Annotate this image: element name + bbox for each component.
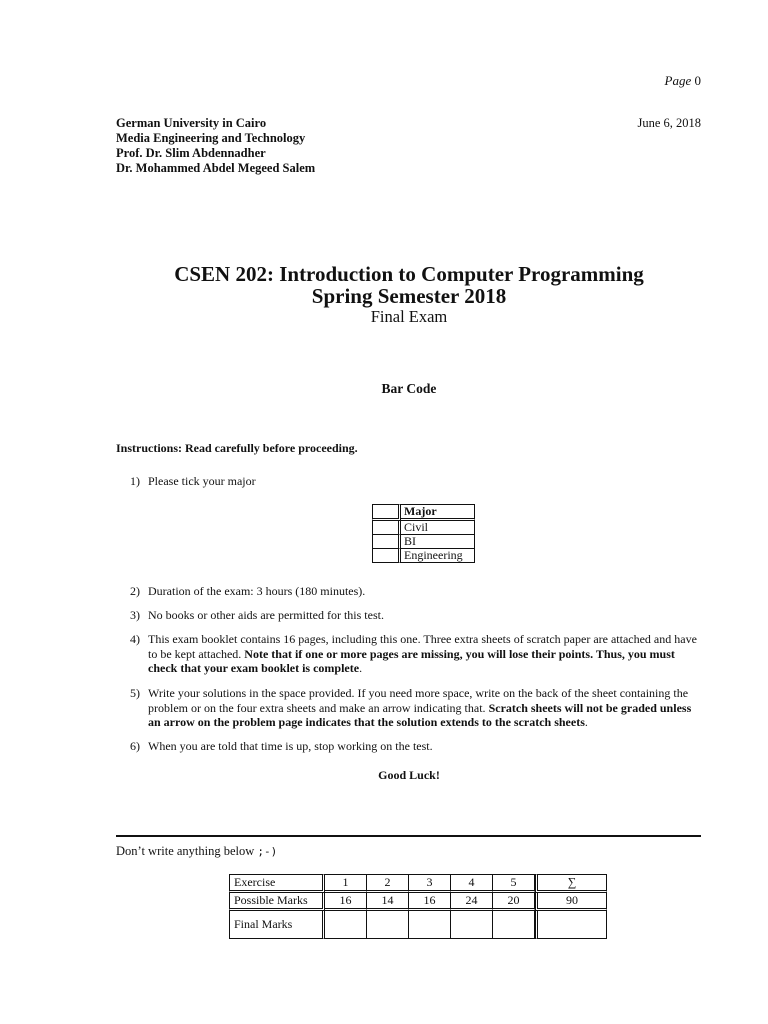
final-total-cell[interactable] bbox=[535, 911, 607, 939]
possible-mark: 20 bbox=[493, 893, 535, 911]
barcode-label: Bar Code bbox=[381, 381, 437, 396]
marks-table bbox=[229, 874, 607, 939]
university-name: German University in Cairo bbox=[116, 116, 267, 130]
instruction-item bbox=[130, 608, 702, 623]
wink-emoticon: ;-) bbox=[257, 845, 278, 858]
item-text: This exam booklet contains 16 pages, including this one. Three extra sheets of scratch paper are attached and have to be kept attached. bbox=[148, 632, 697, 661]
item-number: 2) bbox=[130, 584, 140, 598]
major-table bbox=[372, 504, 475, 563]
instruction-item bbox=[130, 686, 702, 730]
item-number: 6) bbox=[130, 739, 140, 753]
possible-mark: 24 bbox=[451, 893, 493, 911]
semester-title: Spring Semester 2018 bbox=[311, 284, 507, 308]
item-text: When you are told that time is up, stop working on the test. bbox=[148, 739, 433, 753]
item-number: 1) bbox=[130, 474, 140, 488]
item-text-end: . bbox=[584, 715, 588, 729]
instruction-item bbox=[130, 739, 702, 754]
possible-mark: 16 bbox=[325, 893, 367, 911]
final-mark-cell[interactable] bbox=[493, 911, 535, 939]
major-checkbox-bi[interactable] bbox=[372, 535, 401, 549]
major-option-engineering: Engineering bbox=[401, 549, 475, 563]
item-text: Duration of the exam: 3 hours (180 minutes). bbox=[148, 584, 366, 598]
possible-mark: 16 bbox=[409, 893, 451, 911]
professor-name: Prof. Dr. Slim Abdennadher bbox=[116, 146, 266, 160]
course-title: CSEN 202: Introduction to Computer Programming bbox=[174, 262, 644, 286]
instruction-item bbox=[130, 632, 702, 676]
page-number bbox=[665, 73, 701, 89]
exercise-number: 1 bbox=[325, 874, 367, 893]
item-number: 3) bbox=[130, 608, 140, 622]
final-mark-cell[interactable] bbox=[367, 911, 409, 939]
faculty-name: Media Engineering and Technology bbox=[116, 131, 306, 145]
major-tick-header bbox=[372, 504, 401, 521]
instruction-item bbox=[130, 584, 702, 599]
possible-marks-label: Possible Marks bbox=[229, 893, 325, 911]
instruction-item bbox=[130, 474, 702, 489]
item-bold-text: Scratch sheets will not be graded unless an arrow on the problem page indicates that the solution extends to the scratch sheets bbox=[148, 700, 692, 729]
final-mark-cell[interactable] bbox=[409, 911, 451, 939]
item-text-block bbox=[148, 632, 702, 676]
exercise-number: 3 bbox=[409, 874, 451, 893]
exercise-row-label: Exercise bbox=[229, 874, 325, 893]
exam-date: June 6, 2018 bbox=[637, 116, 701, 130]
page-number-value: 0 bbox=[694, 73, 701, 88]
footer-note bbox=[116, 844, 277, 859]
divider bbox=[116, 835, 701, 837]
item-text: No books or other aids are permitted for this test. bbox=[148, 608, 384, 622]
major-option-civil: Civil bbox=[401, 521, 475, 535]
page-label: Page bbox=[664, 73, 692, 88]
sum-icon: ∑ bbox=[535, 874, 607, 893]
good-luck: Good Luck! bbox=[378, 768, 440, 782]
exercise-number: 4 bbox=[451, 874, 493, 893]
item-number: 4) bbox=[130, 632, 140, 646]
final-mark-cell[interactable] bbox=[325, 911, 367, 939]
possible-total: 90 bbox=[535, 893, 607, 911]
exam-title: Final Exam bbox=[370, 307, 448, 326]
item-text: Please tick your major bbox=[148, 474, 256, 488]
major-header: Major bbox=[401, 504, 475, 521]
exercise-number: 2 bbox=[367, 874, 409, 893]
final-mark-cell[interactable] bbox=[451, 911, 493, 939]
item-text: Write your solutions in the space provided. If you need more space, write on the back of the sheet containing the problem or on the four extra sheets and make an arrow indicating that. bbox=[148, 686, 689, 715]
final-marks-label: Final Marks bbox=[229, 911, 325, 939]
major-checkbox-engineering[interactable] bbox=[372, 549, 401, 563]
lecturer-name: Dr. Mohammed Abdel Megeed Salem bbox=[116, 161, 316, 175]
item-bold-text: Note that if one or more pages are missing, you will lose their points. Thus, you must check that your exam booklet is complete bbox=[148, 646, 675, 675]
item-number: 5) bbox=[130, 686, 140, 700]
instructions-heading: Instructions: Read carefully before proceeding. bbox=[116, 441, 358, 455]
item-text-end: . bbox=[359, 661, 363, 675]
item-text-block bbox=[148, 686, 702, 730]
title-block bbox=[0, 262, 768, 328]
footer-note-text: Don’t write anything below bbox=[116, 844, 255, 858]
exercise-number: 5 bbox=[493, 874, 535, 893]
possible-mark: 14 bbox=[367, 893, 409, 911]
exam-header bbox=[116, 116, 315, 176]
major-option-bi: BI bbox=[401, 535, 475, 549]
major-checkbox-civil[interactable] bbox=[372, 521, 401, 535]
